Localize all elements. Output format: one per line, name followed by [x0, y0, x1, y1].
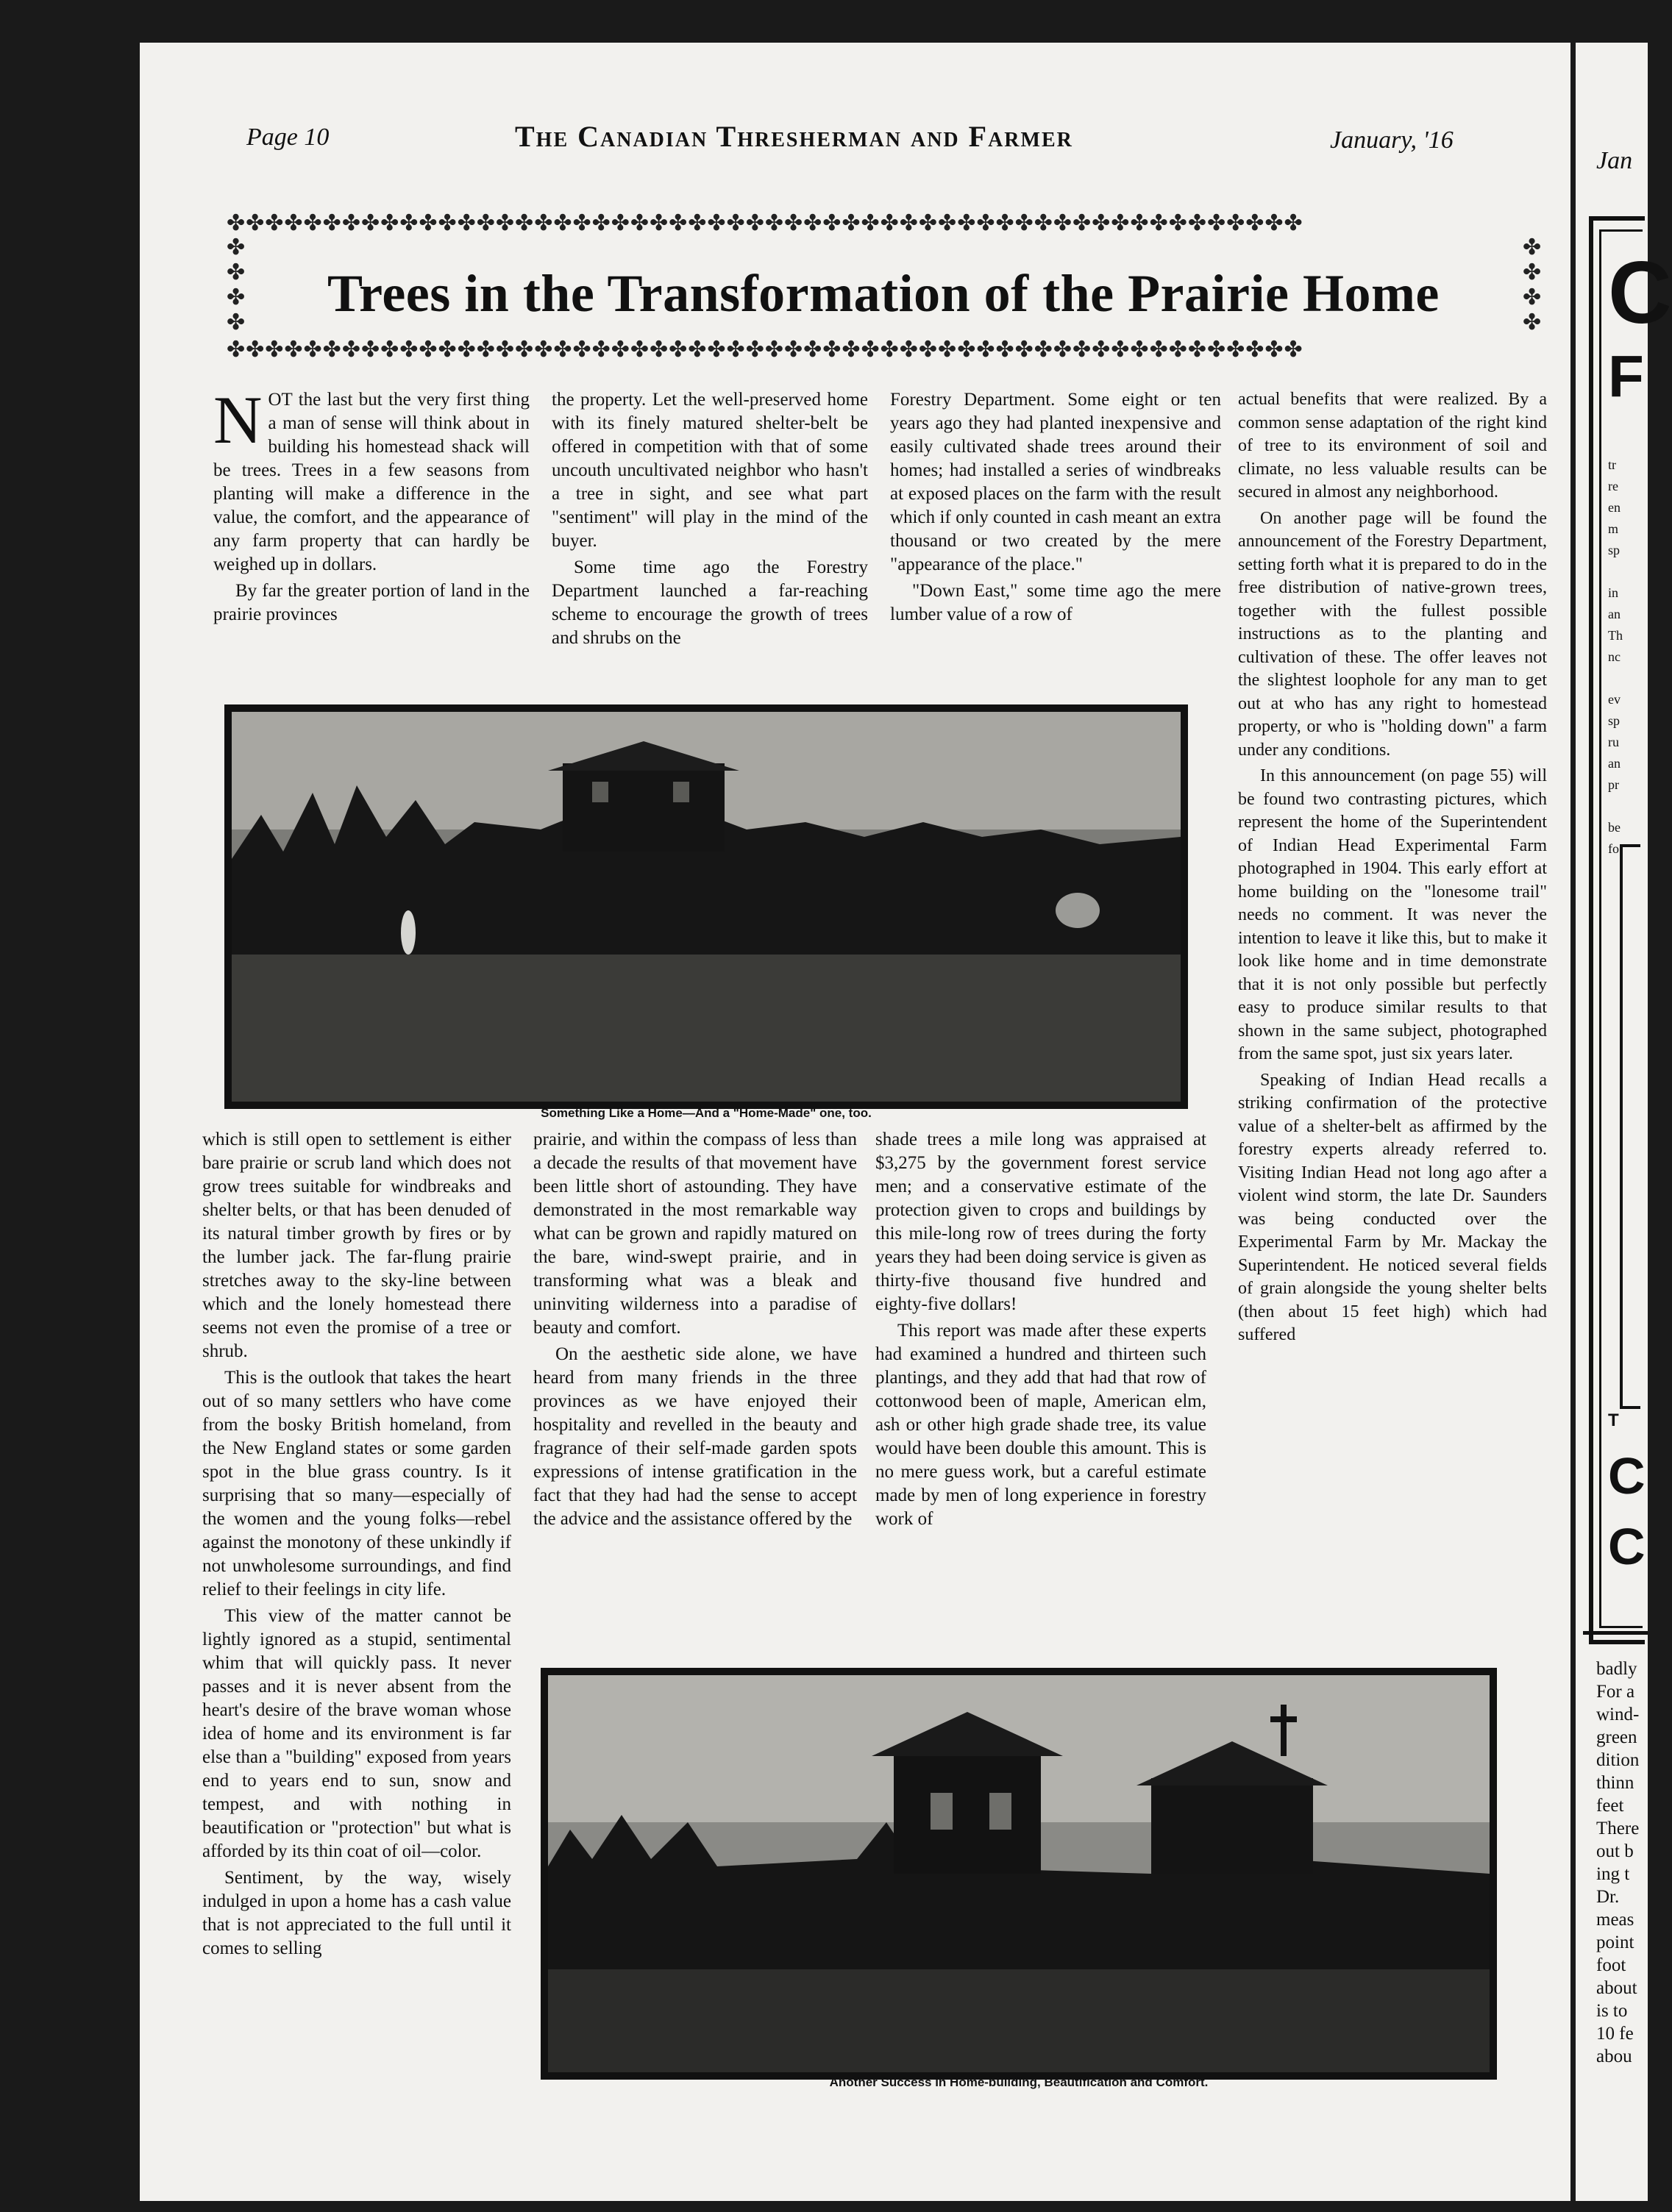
- photo-caption: Something Like a Home—And a "Home-Made" one, too.: [541, 1106, 872, 1120]
- paragraph: Sentiment, by the way, wisely indulged in upon a home has a cash value that is not appreciated to the full until it comes to selling: [202, 1868, 511, 1958]
- paragraph: This view of the matter cannot be lightly ignored as a stupid, sentimental whim that will quickly pass. It never passes and it is never absent from the heart's desire of the brave woman whose idea of home and its environment is far else than a "building" exposed from years end to years end to sun, snow and tempest, and with nothing in beautification or "protection" but what is afforded by its thin coat of oil—color.: [202, 1606, 511, 1861]
- newspaper-page: [140, 43, 1570, 2201]
- ad-letter: T: [1608, 1410, 1619, 1430]
- column-2-top: [552, 388, 868, 653]
- paragraph: On another page will be found the announcement of the Forestry Department, setting forth what it is prepared to do in the free distribution of native-grown trees, together with the fullest possible instructions as to the planting and cultivation of these. The offer leaves not the slightest loophole for any man to get out at who has any right to homestead property, or who is "holding down" a farm under any conditions.: [1238, 508, 1547, 760]
- ad-headline-letter: C: [1608, 243, 1672, 342]
- ad-letter: C: [1608, 1518, 1646, 1575]
- adjacent-page-fragment: [1576, 43, 1672, 2201]
- page-number: Page 10: [246, 124, 330, 151]
- paragraph: In this announcement (on page 55) will be found two contrasting pictures, which represent the home of the Superintendent of Indian Head Experimental Farm photographed in 1904. This early effort at home building on the "lonesome trail" needs no comment. It was never the intention to leave it like this, but to make it look like home and in time demonstrate that it is not only possible but perfectly easy to produce similar results to that shown in the same subject, photographed from the same spot, just six years later.: [1238, 766, 1547, 1063]
- ornament-border-left: ✤ ✤ ✤ ✤: [227, 235, 246, 335]
- photo-home-success: [541, 1668, 1497, 2080]
- photo-home-with-trees: [224, 704, 1188, 1109]
- paragraph: which is still open to settlement is either bare prairie or scrub land which does not grow trees suitable for windbreaks and shelter belts, or that has been denuded of its natural timber growth by fires or by the lumber jack. The far-flung prairie stretches away to the sky-line between which and the lonely homestead there seems not even the promise of a tree or shrub.: [202, 1130, 511, 1361]
- paragraph: OT the last but the very first thing a man of sense will think about in building his homestead shack will be trees. Trees in a few seasons from planting will make a difference in the value, the comfort, and the appearance of any farm property that can hardly be weighed up in dollars.: [213, 390, 530, 574]
- paragraph: shade trees a mile long was appraised at $3,275 by the government forest service men; and a conservative estimate of the protection given to crops and buildings by this mile-long row of trees during the forty years they had been doing service is given as thirty-five thousand five hundred and eighty-five dollars!: [875, 1130, 1206, 1314]
- ad-text-column: tr re en m sp in an Th nc ev sp ru an pr be fo: [1608, 457, 1623, 856]
- column-1-top: [213, 382, 530, 629]
- paragraph: Forestry Department. Some eight or ten years ago they had planted inexpensive and easily cultivated shade trees around their homes; had installed a series of windbreaks at exposed places on the farm with the result which if only counted in cash meant an extra thousand or two created by the mere "appearance of the place.": [890, 390, 1221, 574]
- ad-subhead-letter: F: [1608, 343, 1644, 409]
- column-2-bottom: [533, 1128, 857, 1534]
- paragraph: Some time ago the Forestry Department launched a far-reaching scheme to encourage the growth of trees and shrubs on the: [552, 557, 868, 648]
- ornament-border-top: ✤✤✤✤✤✤✤✤✤✤✤✤✤✤✤✤✤✤✤✤✤✤✤✤✤✤✤✤✤✤✤✤✤✤✤✤✤✤✤✤✤✤✤✤✤✤✤✤✤✤✤✤✤✤✤✤: [227, 210, 1303, 236]
- paragraph: On the aesthetic side alone, we have heard from many friends in the three provinces as we have enjoyed their hospitality and revelled in the beauty and fragrance of their self-made garden spots expressions of intense gratification in the fact that they had had the sense to accept the advice and the assistance offered by the: [533, 1344, 857, 1529]
- photo-caption: Another Success in Home-building, Beautification and Comfort.: [829, 2075, 1209, 2089]
- rule: [1583, 1631, 1648, 1635]
- column-1-bottom: [202, 1128, 511, 1963]
- paragraph: the property. Let the well-preserved home with its finely matured shelter-belt be offered in competition with that of some uncouth uncultivated neighbor who hasn't a tree in sight, and see what part "sentiment" will play in the mind of the buyer.: [552, 390, 868, 551]
- masthead: The Canadian Thresherman and Farmer: [515, 120, 1073, 153]
- paragraph: Speaking of Indian Head recalls a striking confirmation of the protective value of a shelter-belt as affirmed by the forestry experts already referred to. Visiting Indian Head not long ago after a violent wind storm, the late Dr. Saunders was being conducted over the Experimental Farm by Mr. Mackay the Superintendent. He noticed several fields of grain alongside the young shelter belts (then about 15 feet high) which had suffered: [1238, 1070, 1547, 1344]
- paragraph: prairie, and within the compass of less than a decade the results of that movement have been little short of astounding. They have demonstrated in the most remarkable way what can be grown and rapidly matured on the bare, wind-swept prairie, and in transforming what was a bleak and uninviting wilderness into a paradise of beauty and comfort.: [533, 1130, 857, 1338]
- paragraph: actual benefits that were realized. By a common sense adaptation of the right kind of tree to its environment of soil and climate, no less valuable results can be secured in almost any neighborhood.: [1238, 390, 1547, 502]
- adjacent-header: Jan: [1596, 147, 1633, 174]
- ornament-border-bottom: ✤✤✤✤✤✤✤✤✤✤✤✤✤✤✤✤✤✤✤✤✤✤✤✤✤✤✤✤✤✤✤✤✤✤✤✤✤✤✤✤✤✤✤✤✤✤✤✤✤✤✤✤✤✤✤✤: [227, 337, 1303, 363]
- column-4: [1238, 388, 1547, 1350]
- ad-inner-box: [1620, 844, 1640, 1409]
- article-title: Trees in the Transformation of the Prairie Home: [327, 264, 1440, 323]
- paragraph: This report was made after these experts had examined a hundred and thirteen such plantings, and they add that had that row of cottonwood been of maple, American elm, ash or other high grade shade tree, its value would have been double this amount. This is no mere guess work, but a careful estimate made by men of long experience in forestry work of: [875, 1321, 1206, 1529]
- ad-letter: C: [1608, 1447, 1646, 1505]
- paragraph: By far the greater portion of land in the prairie provinces: [213, 581, 530, 624]
- ornament-border-right: ✤ ✤ ✤ ✤: [1523, 235, 1542, 335]
- adjacent-text-column: badly For a wind- green dition thinn feet There out b ing t Dr. meas point foot about is to 10 fe abou: [1596, 1659, 1640, 2066]
- column-3-top: [890, 388, 1221, 629]
- column-3-bottom: [875, 1128, 1206, 1534]
- paragraph: "Down East," some time ago the mere lumber value of a row of: [890, 581, 1221, 624]
- drop-cap: N: [213, 382, 263, 457]
- paragraph: This is the outlook that takes the heart out of so many settlers who have come from the bosky British homeland, from the New England states or some garden spot in the blue grass country. Is it surprising that so many—especially of the women and the young folks—rebel against the monotony of these unkindly if not unwholesome surroundings, and find relief to their feelings in city life.: [202, 1368, 511, 1599]
- issue-date: January, '16: [1330, 126, 1454, 154]
